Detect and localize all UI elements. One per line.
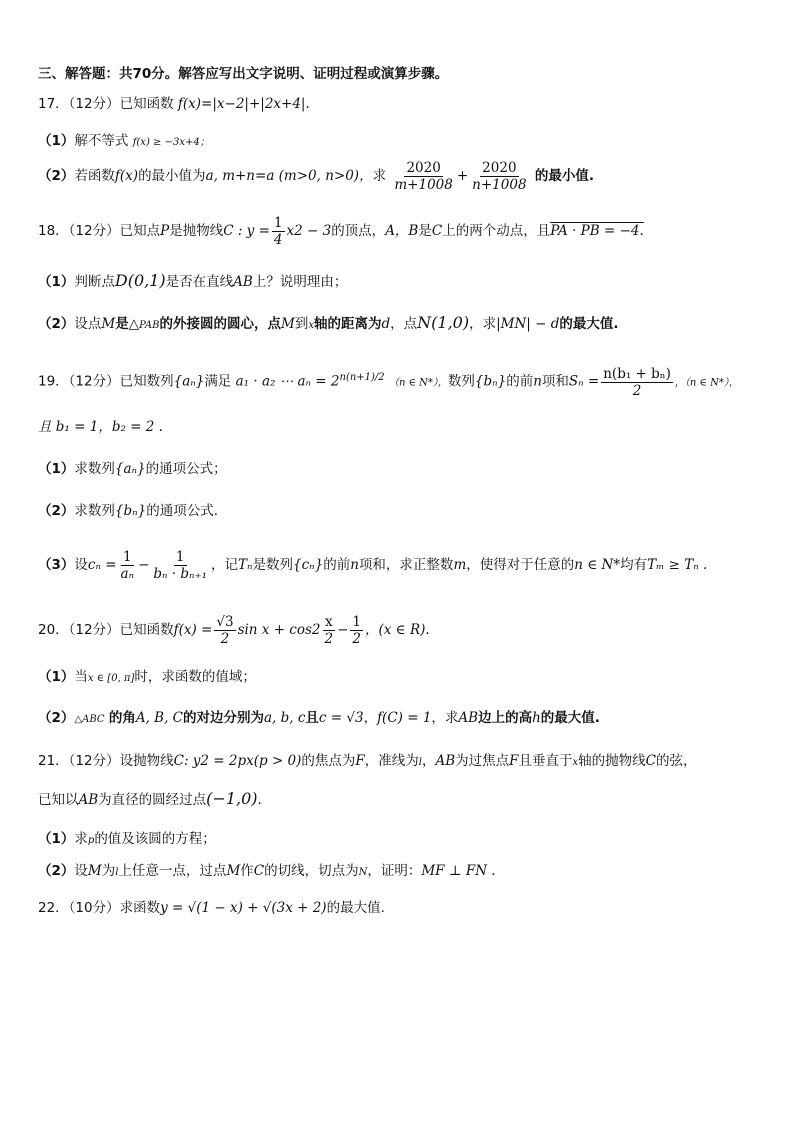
q18-p2-d-var: d [381,316,391,332]
q17-p2-cond: a, m+n=a (m>0, n>0)， [205,168,373,184]
q19-product: a₁ · a₂ ⋯ aₙ = 2 [235,373,340,390]
q21-parabola: C: y2 = 2px(p > 0) [173,753,302,769]
q18-C: C [431,223,443,239]
q19-frac [601,366,673,399]
q20-f-b: sin x + cos2 [237,622,321,638]
q21-F2: F [509,753,519,769]
q19-p3-minus: − [138,557,150,573]
q19-p3-Tn: Tₙ [238,557,253,573]
q21-p2-perp: MF ⊥ FN . [421,863,496,879]
question-18-part-2 [38,312,764,337]
q18-p1-a: 判断点 [74,274,115,290]
q21-stem-d: ， [421,753,436,769]
q18-frac [272,215,285,248]
q17-formula: f(x)=|x−2|+|2x+4|. [177,96,310,112]
q19-p3-g: 均有 [620,557,648,573]
q21-line2-point: (−1,0) [206,789,258,808]
q17-frac-1-den: m+1008 [394,177,453,193]
q20-p1-label: （1） [38,669,75,685]
q18-stem-b: 是抛物线 [169,223,224,239]
q19-p2-label: （2） [38,503,75,519]
q18-p1-c: 上？说明理由； [252,274,348,290]
q17-p2-text-d: 的最小值. [534,168,594,184]
q21-p2-d: 作 [240,863,254,879]
q18-point-D: D(0,1) [114,271,166,290]
q21-p1-label: （1） [38,831,75,847]
q20-frac-2-den: 2 [324,631,334,647]
q21-x: x [572,757,579,768]
q20-frac-3-num: 1 [352,614,362,630]
q17-p2-text-c: 求 [372,168,387,184]
q17-frac-1 [392,160,454,193]
q20-p2-a: 的角 [108,710,136,726]
q19-exponent: n(n+1)/2 [339,372,385,383]
q18-p2-h: 的最大值. [559,316,619,332]
q20-p2-ABC: A, B, C [135,710,183,726]
q21-p2-c: 上任意一点，过点 [118,863,227,879]
q19-frac-den: 2 [632,382,642,399]
q18-p2-expr: |MN| − d [496,316,560,332]
q21-p1-a: 求 [74,831,88,847]
question-20-stem [38,610,764,650]
q18-p2-x: x [308,320,314,331]
q19-p1-seq: {aₙ} [114,461,146,477]
q17-p1-text: 解不等式 [74,133,129,149]
q21-p2-f: ，证明： [367,863,422,879]
q20-p2-g: 的最大值. [540,710,600,726]
q17-p2-text-a: 若函数 [74,168,115,184]
question-18-part-1 [38,270,764,293]
q18-p1-label: （1） [38,274,75,290]
q21-line2-a: 已知以 [38,792,79,808]
q18-p2-M2: M [281,316,295,332]
q20-stem-a: 20．（12分）已知函数 [38,622,174,638]
question-17-part-2 [38,158,764,194]
q21-line2-b: 为直径的圆经过点 [98,792,207,808]
q19-stem-d: 的前 [506,373,534,390]
q20-p1-range: x ∈ [0, π] [87,673,135,684]
q21-stem-g: 轴的抛物线 [578,753,646,769]
q20-p2-label: （2） [38,710,75,726]
q17-p1-label: （1） [38,133,75,149]
q18-parab-a: C : y = [223,223,270,239]
q20-frac-3-den: 2 [352,631,362,647]
question-21-line-2 [38,788,764,811]
q19-p2-seq: {bₙ} [114,503,147,519]
q19-p3-ineq: Tₘ ≥ Tₙ . [647,557,708,573]
q20-f-c: − [337,622,349,638]
q18-stem-e: 上的两个动点，且 [442,223,551,239]
q19-p3-frac-1 [119,549,137,582]
q19-p3-e: 项和，求正整数 [358,557,454,573]
question-19-part-1 [38,458,764,480]
q19-p3-c: 是数列 [252,557,294,573]
q17-p2-fx: f(x) [114,168,139,184]
q21-p2-e: 的切线，切点为 [264,863,359,879]
q19-cond-2: ，（n ∈ N*）， [674,377,739,389]
q20-frac-3 [350,614,363,647]
q20-p2-c: 且 [305,710,319,726]
q19-seq-a: {aₙ} [173,373,205,390]
q21-stem-e: 为过焦点 [455,753,510,769]
q20-p2-b: 的对边分别为 [182,710,264,726]
q21-l: l [418,757,422,768]
q19-stem-b: 满足 [204,373,232,390]
q18-p2-f: ，点 [390,316,418,332]
q19-p3-label: （3） [38,557,75,573]
section-header: 三、解答题：共70分。解答应写出文字说明、证明过程或演算步骤。 [38,66,449,82]
q20-p2-e: ，求 [431,710,459,726]
q17-frac-1-num: 2020 [406,160,441,176]
q17-prefix: 17．（12分）已知函数 [38,96,174,112]
q21-p2-label: （2） [38,863,75,879]
q17-frac-2-den: n+1008 [472,177,527,193]
q19-p3-frac-1-num: 1 [123,549,132,565]
q21-F: F [355,753,365,769]
q21-stem-h: 的弦， [656,753,697,769]
q18-p2-label: （2） [38,316,75,332]
q19-n: n [533,373,542,390]
q19-p3-a: 设 [74,557,88,573]
question-17-part-1 [38,130,764,154]
q20-p2-cval: c = √3 [318,710,364,726]
q21-stem-c: ，准线为 [364,753,419,769]
q19-stem-a: 19．（12分）已知数列 [38,373,174,390]
q17-frac-2 [470,160,528,193]
q18-p2-e: 轴的距离为 [313,316,382,332]
q19-p3-m: m [453,557,467,573]
q20-frac-1-den: 2 [220,631,230,647]
q18-stem-d: 是 [418,223,432,239]
q18-p2-PAB: PAB [139,320,160,331]
q19-p2-a: 求数列 [74,503,115,519]
q19-p3-frac-2 [151,549,209,582]
q17-frac-2-num: 2020 [482,160,517,176]
q18-parab-b: x2 − 3 [286,223,332,239]
q22-stem-a: 22．（10分）求函数 [38,900,161,916]
q18-p2-a: 设点 [74,316,102,332]
q19-p3-frac-2-den: bₙ · bₙ₊₁ [153,566,208,582]
q18-p1-AB: AB [233,274,253,290]
q19-p3-frac-2-num: 1 [175,549,185,565]
q19-p3-f: ，使得对于任意的 [466,557,575,573]
q18-p2-N: N(1,0) [417,313,470,332]
q18-frac-num: 1 [273,215,283,231]
q20-f-a: f(x) = [173,622,213,638]
q18-AB: A，B [385,223,419,239]
q20-frac-2 [323,614,336,647]
q19-p1-b: 的通项公式； [145,461,227,477]
q17-plus: + [456,168,469,184]
q21-line2-AB: AB [78,792,99,808]
q20-frac-2-num: x [325,614,333,630]
q21-p2-M: M [87,863,102,879]
question-22-stem [38,897,764,919]
q17-p1-formula: f(x) ≥ −3x+4； [132,137,210,148]
q18-vector-eq: PA · PB = −4. [550,223,644,239]
q19-p3-d: 的前 [323,557,351,573]
q21-p1-b: 的值及该圆的方程； [94,831,216,847]
q21-line2-c: . [257,792,262,808]
q20-frac-1-num: √3 [216,614,234,630]
q19-seq-b: {bₙ} [474,373,507,390]
q21-p2-C: C [253,863,265,879]
q22-function: y = √(1 − x) + √(3x + 2) [160,900,327,916]
q20-cond: ，(x ∈ R). [365,622,430,638]
q21-p2-a: 设 [74,863,88,879]
q21-stem-b: 的焦点为 [301,753,356,769]
q20-p2-f: 边上的高 [478,710,533,726]
q20-p2-d: ， [363,710,378,726]
q18-p2-b: 是△ [115,316,140,332]
q19-p3-frac-1-den: aₙ [120,566,135,582]
q20-p1-a: 当 [74,669,88,685]
q17-p2-text-b: 的最小值为 [138,168,206,184]
q20-p2-fC: f(C) = 1 [377,710,432,726]
q21-AB: AB [435,753,456,769]
q19-frac-num: n(b₁ + bₙ) [603,365,671,382]
q20-p2-abc: a, b, c [263,710,306,726]
q19-stem-e: 项和 [541,373,569,390]
question-19-part-2 [38,500,764,522]
q21-stem-f: 且垂直于 [518,753,573,769]
q19-line-2: 且 b₁ = 1，b₂ = 2 . [38,419,163,435]
q18-p2-d: 到 [294,316,309,332]
question-20-part-1 [38,666,764,690]
q19-p2-b: 的通项公式. [146,503,218,519]
q17-p2-label: （2） [38,168,75,184]
q19-p1-label: （1） [38,461,75,477]
question-18-stem [38,213,764,249]
q20-p2-h: h [532,710,541,726]
question-20-part-2 [38,707,764,731]
q19-p1-a: 求数列 [74,461,115,477]
q19-p3-seq: {cₙ} [293,557,324,573]
q20-frac-1 [214,614,235,647]
q18-p2-g: ，求 [469,316,497,332]
q19-p3-n: n [350,557,359,573]
q19-Sn: Sₙ = [568,373,600,390]
question-19-stem [38,360,764,402]
q19-stem-c: 数列 [447,373,475,390]
q21-p2-M2: M [226,863,241,879]
q21-p2-N: N [358,867,368,878]
q19-p3-cn: cₙ = [87,557,117,573]
q19-p3-b: ，记 [211,557,239,573]
q19-cond-1: （n ∈ N*）， [388,377,448,389]
q20-p1-b: 时，求函数的值域； [134,669,256,685]
q18-p2-M: M [101,316,116,332]
q18-p2-c: 的外接圆的圆心，点 [159,316,282,332]
q21-C: C [645,753,657,769]
question-19-part-3 [38,545,764,585]
q21-stem-a: 21．（12分）设抛物线 [38,753,174,769]
question-21-stem [38,750,764,774]
q18-stem-c: 的顶点， [331,223,386,239]
q20-p2-AB: AB [458,710,479,726]
q18-frac-den: 4 [273,232,283,248]
q21-p2-b: 为 [101,863,116,879]
question-19-line-2 [38,416,764,438]
q18-stem-a: 18．（12分）已知点 [38,223,161,239]
question-21-part-1 [38,828,764,852]
question-17-stem [38,93,764,115]
q21-p2-l: l [115,867,119,878]
q20-p2-triangle: △ABC [74,714,105,725]
q22-stem-b: 的最大值. [326,900,385,916]
question-21-part-2 [38,860,764,884]
q21-p1-p: p [87,835,95,846]
q18-P: P [160,223,170,239]
q19-p3-cond: n ∈ N* [574,557,621,573]
q18-p1-b: 是否在直线 [165,274,234,290]
